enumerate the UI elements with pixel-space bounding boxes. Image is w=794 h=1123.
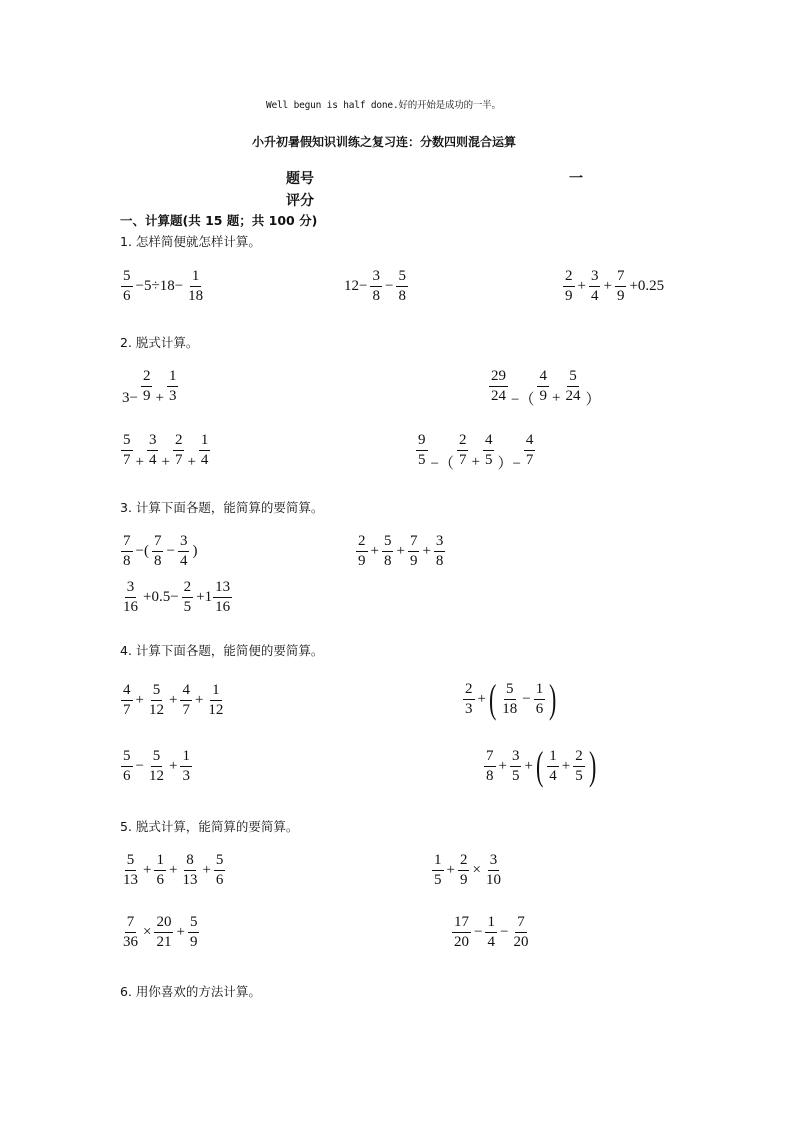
denominator: 10 [485,872,501,888]
denominator: 12 [148,702,164,718]
fraction [483,432,495,469]
operator: + [168,862,178,878]
operator: − [384,278,394,294]
operator: − [499,924,509,940]
denominator: 5 [484,452,493,468]
denominator: 9 [616,288,625,304]
denominator: 7 [123,702,131,718]
fraction [154,852,166,889]
numerator: 2 [563,268,575,287]
denominator: 21 [156,934,172,950]
fraction [186,268,205,305]
denominator: 5 [183,599,192,615]
numerator: 7 [484,748,496,767]
expression-q1b [342,268,409,305]
operator: −（ [430,456,454,472]
numerator: 3 [147,432,159,451]
question-1: 1. 怎样简便就怎样计算。 [120,234,261,249]
fraction [382,533,394,570]
denominator: 3 [465,700,473,717]
fraction [178,533,190,570]
denominator: 6 [535,700,544,717]
denominator: 7 [174,452,183,468]
denominator: 9 [565,288,573,304]
operator: + [155,390,164,406]
expression-q3a [120,533,199,570]
denominator: 4 [148,452,157,468]
fraction [213,579,232,616]
fraction [489,368,508,405]
denominator: 5 [575,767,583,784]
table-header-number: 题号 [286,171,314,187]
operator: + [370,543,379,559]
numerator: 1 [534,681,546,700]
operator: + [168,692,178,708]
fraction [121,748,133,785]
numerator: 5 [382,533,394,552]
numerator: 5 [151,748,163,767]
operator: −( [135,543,149,559]
denominator: 18 [188,288,204,304]
operator: + [524,757,533,774]
denominator: 20 [454,934,469,950]
operator: + [168,758,178,774]
numerator: 5 [188,914,200,933]
fraction [206,682,225,719]
denominator: 18 [502,700,518,717]
numerator: 5 [151,682,163,701]
numerator: 7 [515,914,527,933]
fraction [199,432,211,469]
operator: + [577,278,586,294]
operator: +1 [196,589,213,605]
operator: + [551,390,561,406]
fraction [121,268,133,305]
denominator: 9 [189,934,198,950]
fraction [511,914,530,951]
fraction [147,432,159,469]
denominator: 6 [123,288,131,304]
fraction [463,681,475,718]
fraction [484,852,503,889]
operator: ）− [497,456,521,472]
denominator: 8 [372,288,380,304]
fraction [214,852,226,889]
fraction [180,852,199,889]
denominator: 6 [215,872,224,888]
denominator: 4 [200,452,209,468]
operator: ) [549,676,557,721]
operator: ） [585,392,601,408]
expression-q2d [415,432,536,472]
operator: + [498,757,507,774]
denominator: 9 [409,553,418,569]
expression-q3b [355,533,446,570]
numerator: 7 [125,914,137,933]
numerator: 3 [178,533,190,552]
operator: +0.25 [629,278,665,294]
numerator: 20 [154,914,173,933]
fraction [457,432,469,469]
numerator: 2 [182,579,194,598]
denominator: 24 [491,388,506,404]
operator: 3− [122,390,138,406]
fraction [121,533,133,570]
operator: + [471,454,480,470]
operator: + [135,454,144,470]
numerator: 4 [524,432,536,451]
expression-q5a [120,852,226,889]
fraction [173,432,185,469]
expression-q4b [462,676,560,721]
denominator: 5 [418,452,426,468]
numerator: 1 [432,852,444,871]
numerator: 5 [567,368,579,387]
denominator: 9 [459,872,468,888]
numerator: 7 [121,533,133,552]
expression-q4c [120,748,193,785]
numerator: 4 [537,368,549,387]
operator: − [522,690,531,707]
operator: + [194,692,204,708]
numerator: 1 [167,368,179,387]
operator: + [176,924,185,940]
fraction [524,432,536,469]
operator: − [474,924,483,940]
numerator: 2 [573,748,585,767]
numerator: 5 [121,268,133,287]
numerator: 1 [180,748,192,767]
operator: ) [588,743,597,788]
expression-q2b [488,368,602,408]
numerator: 2 [173,432,185,451]
operator: + [187,454,196,470]
denominator: 8 [486,767,494,784]
fraction [121,914,140,951]
numerator: 2 [356,533,368,552]
denominator: 16 [215,599,231,615]
operator: + [446,862,455,878]
numerator: 5 [121,748,133,767]
fraction [537,368,549,405]
denominator: 8 [153,553,162,569]
fraction [452,914,471,951]
fraction [396,268,408,305]
denominator: 9 [539,388,547,404]
fraction [573,748,585,785]
numerator: 7 [408,533,420,552]
numerator: 1 [190,268,202,287]
numerator: 8 [184,852,196,871]
table-header-one: 一 [569,171,583,187]
operator: × [472,862,481,878]
fraction [180,682,192,719]
numerator: 1 [210,682,222,701]
fraction [182,579,194,616]
fraction [434,533,446,570]
fraction [121,852,140,889]
denominator: 24 [565,388,581,404]
expression-q4a [120,682,226,719]
operator: + [161,454,170,470]
numerator: 3 [370,268,382,287]
numerator: 7 [152,533,164,552]
fraction [180,748,192,785]
question-2: 2. 脱式计算。 [120,335,199,350]
denominator: 20 [513,934,529,950]
numerator: 5 [504,681,516,700]
section-heading: 一、计算题(共 15 题；共 100 分) [120,213,318,228]
operator: + [603,278,612,294]
expression-q4d [483,743,599,788]
numerator: 3 [488,852,500,871]
denominator: 6 [156,872,164,888]
denominator: 13 [123,872,138,888]
denominator: 8 [123,553,131,569]
denominator: 9 [358,553,366,569]
numerator: 3 [434,533,446,552]
operator: − [166,543,175,559]
operator: + [143,862,152,878]
denominator: 12 [148,768,164,784]
fraction [147,682,166,719]
operator: + [135,692,144,708]
expression-q2a [120,368,179,405]
fraction [167,368,179,405]
operator: + [202,862,211,878]
operator: + [561,757,571,774]
numerator: 3 [510,748,522,767]
denominator: 7 [182,702,190,718]
numerator: 5 [121,432,133,451]
fraction [458,852,470,889]
operator: × [143,924,152,940]
fraction [563,268,575,305]
denominator: 7 [123,452,131,468]
operator: + [422,543,431,559]
fraction [152,533,164,570]
denominator: 4 [179,553,188,569]
fraction [432,852,444,889]
denominator: 9 [142,388,151,404]
question-5: 5. 脱式计算，能简算的要简算。 [120,819,299,834]
denominator: 8 [383,553,392,569]
numerator: 1 [547,748,559,767]
numerator: 1 [199,432,211,451]
denominator: 8 [398,288,406,304]
fraction [147,748,166,785]
denominator: 3 [168,388,177,404]
numerator: 2 [463,681,475,700]
page-title: 小升初暑假知识训练之复习连：分数四则混合运算 [252,135,517,149]
fraction [500,681,519,718]
denominator: 12 [208,702,224,718]
expression-q5b [431,852,504,889]
fraction [534,681,546,718]
operator: ( [488,676,497,721]
question-3: 3. 计算下面各题，能简算的要简算。 [120,500,324,515]
fraction [416,432,428,469]
denominator: 5 [511,767,520,784]
fraction [370,268,382,305]
operator: + [396,543,405,559]
operator: ( [535,743,544,788]
numerator: 3 [589,268,601,287]
expression-q5d [451,914,531,951]
operator: ) [192,543,198,559]
numerator: 1 [485,914,497,933]
numerator: 5 [396,268,408,287]
question-4: 4. 计算下面各题，能简便的要简算。 [120,643,324,658]
fraction [615,268,627,305]
table-row-score: 评分 [286,193,314,209]
numerator: 2 [457,432,469,451]
operator: 12− [344,278,368,294]
numerator: 2 [141,368,153,387]
question-6: 6. 用你喜欢的方法计算。 [120,984,261,999]
fraction [121,579,140,616]
operator: −（ [511,392,535,408]
numerator: 5 [125,852,137,871]
denominator: 5 [434,872,442,888]
numerator: 7 [615,268,627,287]
denominator: 7 [458,452,467,468]
expression-q1c [562,268,666,305]
numerator: 13 [213,579,232,598]
denominator: 4 [590,288,599,304]
numerator: 4 [121,682,133,701]
numerator: 2 [458,852,470,871]
fraction [484,748,496,785]
operator: − [135,758,144,774]
fraction [547,748,559,785]
fraction [356,533,368,570]
expression-q1a [120,268,206,305]
fraction [121,682,133,719]
denominator: 4 [487,934,495,950]
fraction [563,368,582,405]
fraction [121,432,133,469]
motto: Well begun is half done.好的开始是成功的一半。 [266,100,501,111]
numerator: 9 [416,432,428,451]
fraction [485,914,497,951]
fraction [589,268,601,305]
fraction [408,533,420,570]
fraction [188,914,200,951]
fraction [141,368,153,405]
expression-q2c [120,432,211,469]
operator: + [477,690,486,707]
denominator: 16 [123,599,138,615]
denominator: 8 [435,553,444,569]
operator: −5÷18− [135,278,184,294]
denominator: 3 [182,768,190,784]
expression-q3c [120,579,233,616]
numerator: 3 [125,579,137,598]
expression-q5c [120,914,200,951]
fraction [154,914,173,951]
fraction [510,748,522,785]
numerator: 17 [452,914,471,933]
numerator: 29 [489,368,508,387]
denominator: 7 [525,452,534,468]
denominator: 36 [123,934,138,950]
numerator: 4 [180,682,192,701]
denominator: 4 [549,767,557,784]
operator: +0.5− [143,589,179,605]
denominator: 13 [182,872,198,888]
numerator: 5 [214,852,226,871]
numerator: 4 [483,432,495,451]
denominator: 6 [123,768,131,784]
numerator: 1 [154,852,166,871]
